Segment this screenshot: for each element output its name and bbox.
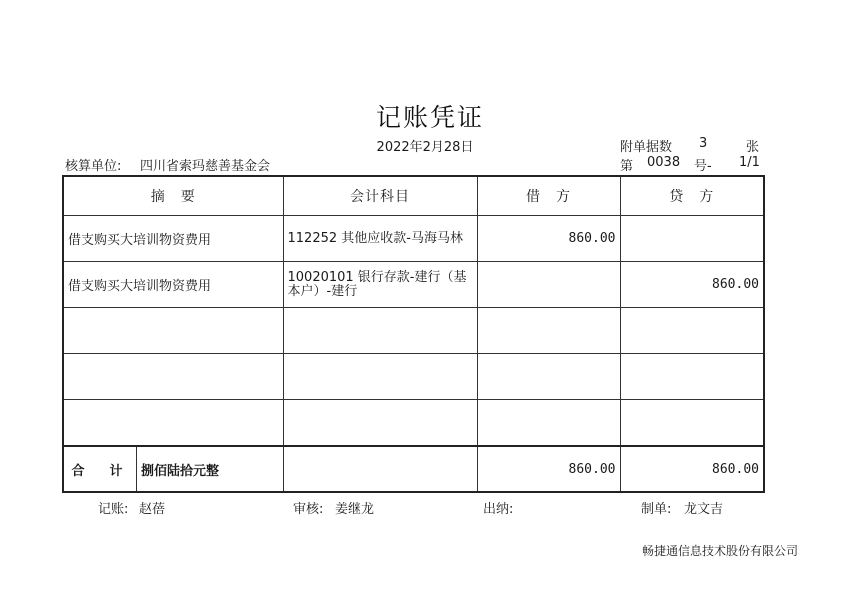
voucher-table	[62, 175, 765, 493]
table-row	[63, 216, 764, 262]
total-label: 合 计	[64, 447, 137, 491]
entry-summary	[63, 354, 283, 400]
entry-credit	[620, 354, 764, 400]
entry-debit	[477, 354, 620, 400]
entry-account: 10020101 银行存款-建行（基本户）-建行	[283, 262, 477, 308]
entry-summary: 借支购买大培训物资费用	[63, 216, 283, 262]
entry-debit: 860.00	[477, 216, 620, 262]
voucher-title: 记账凭证	[375, 103, 484, 132]
entry-debit	[477, 308, 620, 354]
bookkeeper-label: 记账:	[98, 502, 129, 517]
voucher-no-suffix: 号-	[694, 159, 712, 174]
entry-account	[283, 308, 477, 354]
total-debit: 860.00	[477, 446, 620, 492]
accounting-unit-name: 四川省索玛慈善基金会	[140, 159, 271, 174]
col-header-summary: 摘 要	[63, 176, 283, 216]
table-header-row	[63, 176, 764, 216]
voucher-date: 2022年2月28日	[376, 140, 474, 155]
entry-credit	[620, 400, 764, 447]
total-account-empty	[283, 446, 477, 492]
software-company: 畅捷通信息技术股份有限公司	[641, 544, 798, 558]
entry-account	[283, 400, 477, 447]
total-credit: 860.00	[620, 446, 764, 492]
entry-credit: 860.00	[620, 262, 764, 308]
bookkeeper-name: 赵蓓	[139, 502, 166, 517]
entry-summary	[63, 308, 283, 354]
entry-account: 112252 其他应收款-马海马林	[283, 216, 477, 262]
total-label-cell	[63, 446, 283, 492]
reviewer-label: 审核:	[293, 502, 324, 517]
col-header-debit: 借 方	[477, 176, 620, 216]
entry-account	[283, 354, 477, 400]
entry-debit	[477, 400, 620, 447]
attachments-unit: 张	[746, 140, 760, 155]
entry-debit	[477, 262, 620, 308]
entry-credit	[620, 216, 764, 262]
attachments-count: 3	[699, 136, 708, 151]
entry-credit	[620, 308, 764, 354]
voucher-number: 0038	[647, 155, 681, 170]
entry-summary	[63, 400, 283, 447]
voucher-page: 1/1	[739, 155, 760, 170]
table-row	[63, 262, 764, 308]
col-header-account: 会计科目	[283, 176, 477, 216]
reviewer-name: 姜继龙	[335, 502, 375, 517]
maker-label: 制单:	[641, 502, 672, 517]
cashier-label: 出纳:	[483, 502, 514, 517]
maker-name: 龙文吉	[684, 502, 724, 517]
total-row	[63, 446, 764, 492]
table-row	[63, 354, 764, 400]
entry-summary: 借支购买大培训物资费用	[63, 262, 283, 308]
table-row	[63, 400, 764, 447]
attachments-label: 附单据数	[620, 140, 673, 155]
total-amount-words: 捌佰陆拾元整	[141, 463, 220, 479]
table-row	[63, 308, 764, 354]
voucher-no-prefix: 第	[620, 159, 634, 174]
accounting-unit-label: 核算单位:	[65, 159, 122, 174]
col-header-credit: 贷 方	[620, 176, 764, 216]
